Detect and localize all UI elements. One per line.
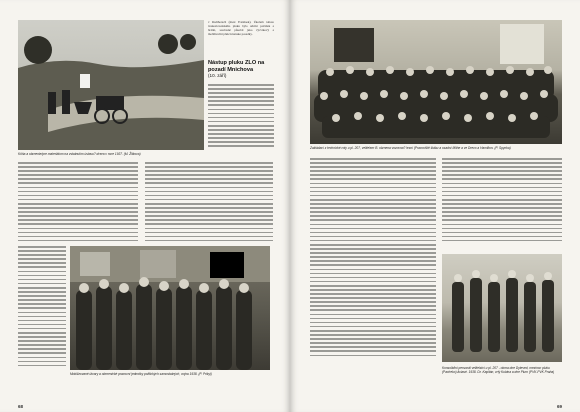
top-photo-company-group [310, 20, 562, 144]
section-heading-date: (10. září) [208, 73, 227, 79]
page-number-left: 68 [18, 404, 24, 409]
command-staff-scene [442, 254, 562, 362]
right-right-column-text [442, 158, 562, 244]
top-photo-caption: Kôňa a obrnenie/pre materiálom na vstatnutím ústavu? dcera v roce 1937. (M. Žitkova) [18, 152, 141, 156]
middle-column-text [145, 162, 273, 244]
page-number-right: 69 [556, 404, 562, 409]
right-column-intro: v Radihorach (mest Frantisek). Úkolem tohoto československého pluku bylo udržet pořádek a bránit, současně působit jako výcvikový a mobilizační pluk brnenske posadky. [208, 20, 274, 37]
right-left-column-text [310, 158, 436, 359]
bottom-photo-caption-right: Konsolidiní personál velitelství u pl. 207 - obrna dne Dyteved, mezinoc pluku (Pacheko) Aviasé. 1938. Dr. Kapitán, vrtý Kubina a dne Plum (PVK-PVK Praha) [442, 366, 555, 374]
bottom-photo-caption: Mobilizované útvary a obrnenické pracovní jednotky politických samostatných, vojna 1938. (P. Prikyl) [70, 372, 212, 376]
left-narrow-column-text [18, 246, 66, 369]
bottom-photo-soldiers-group [70, 246, 270, 370]
top-photo-horse-cart [18, 20, 204, 150]
horse-cart-scene [18, 20, 204, 150]
right-page [290, 0, 580, 412]
soldiers-group-scene [70, 246, 270, 370]
right-column-text [208, 84, 274, 150]
section-heading [208, 60, 274, 80]
top-photo-caption-right: Zakládací z technické roty u pl. 207, velitelem B. obrnena vozovna? lesní (Pracoviště štábu a osadní Mithe a ve Drevo a Hamilton. (P. Spynka) [310, 146, 511, 150]
bottom-photo-command-staff [442, 254, 562, 362]
left-column-text [18, 162, 138, 244]
company-group-scene [310, 20, 562, 144]
section-heading-title: Nástup pluku ZLO na pozadí Mnichova [208, 60, 265, 73]
